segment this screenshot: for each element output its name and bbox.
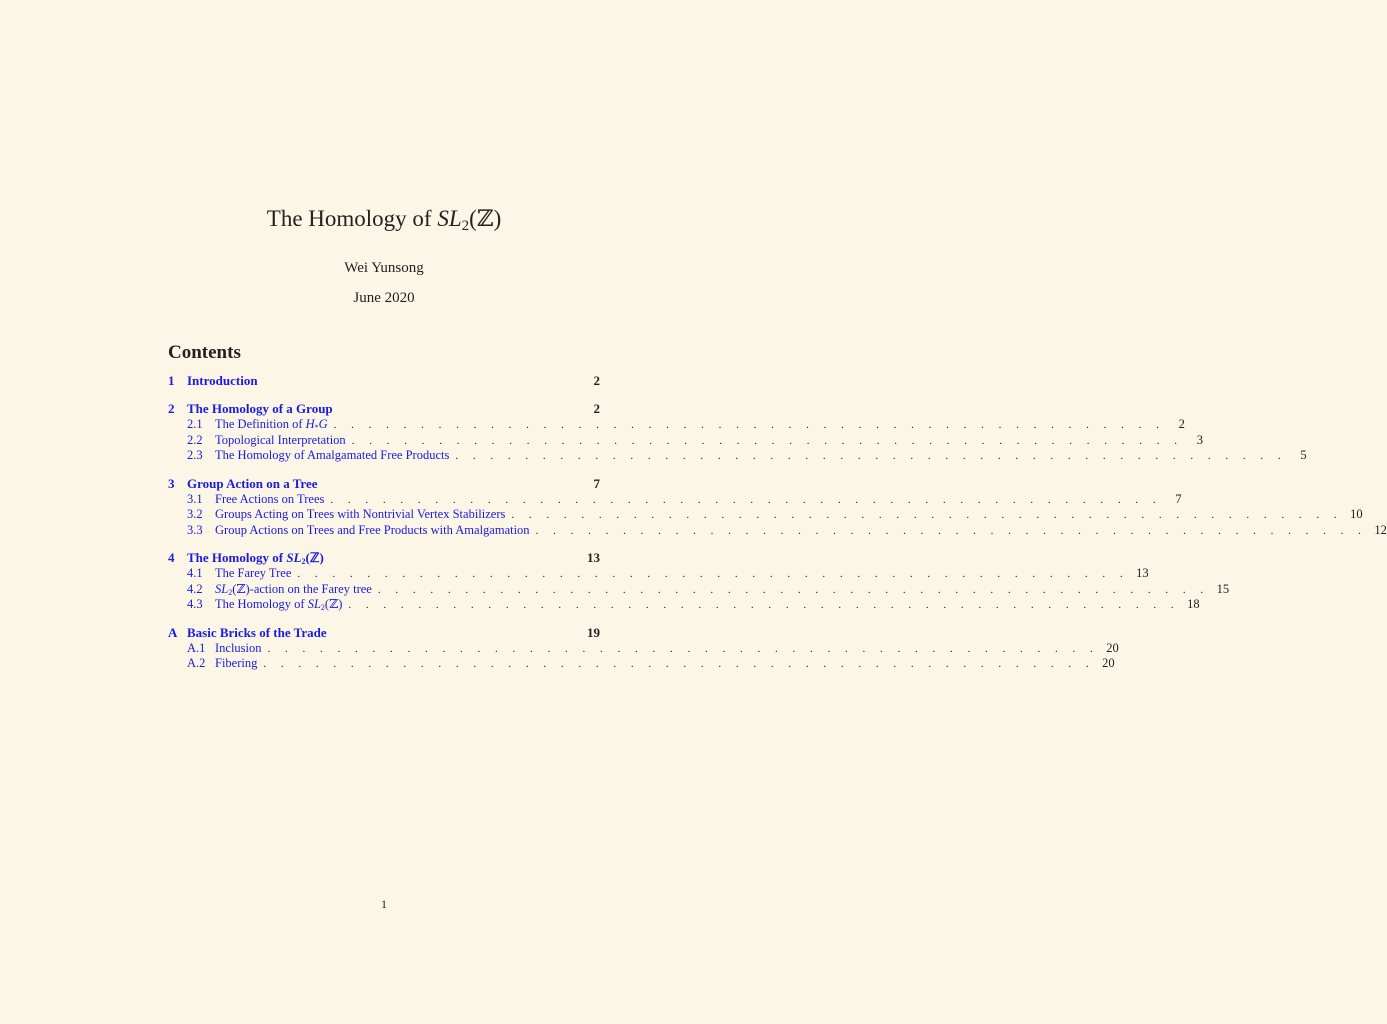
toc-subsection-number: 3.3 [187,522,203,537]
toc-section-link[interactable] [168,372,600,389]
toc-section-number: 3 [168,475,175,491]
toc-label-text: The Homology of Amalgamated Free Products [215,448,450,462]
toc-label-math-rest: (ℤ) [324,597,343,611]
toc-dot-leader: . . . . . . . . . . . . . . . . . . . . . . . . . . . . . . . . . . . . . . . . . . . . . . . . [351,434,1183,447]
toc-subsection-link[interactable] [168,581,1230,598]
toc-section-link[interactable] [168,624,600,641]
toc-page-number: 20 [1102,656,1115,670]
toc-subsection-number: 2.1 [187,417,203,431]
toc-entry-label [215,417,328,433]
toc-subsection-link[interactable] [168,566,1149,582]
toc-label-text: Fibering [215,656,258,670]
toc-label-text: Introduction [187,373,258,388]
toc-section [168,372,600,389]
title-math-sub: 2 [461,218,470,234]
toc-label-text: The Definition of [215,417,306,431]
toc-entry-label [215,582,372,598]
toc-subsection-number: 3.2 [187,507,203,521]
toc-page-number: 3 [1196,432,1203,447]
toc-page-number: 2 [593,401,600,416]
toc-label-math-sub: 2 [320,603,325,612]
toc-section-number: 2 [168,401,175,416]
toc-label-math: H [305,417,315,431]
toc-label-text: Topological Interpretation [215,432,346,447]
toc-dot-leader: . . . . . . . . . . . . . . . . . . . . . . . . . . . . . . . . . . . . . . . . . . . . . . . . [297,568,1129,580]
toc-subsection-link[interactable] [168,597,1200,613]
toc-label-math: SL [215,581,229,596]
author: Wei Yunsong [344,260,424,276]
toc-label-math-sub: 2 [228,587,233,597]
toc-subsection-link[interactable] [168,640,1119,657]
contents-heading: Contents [168,342,241,363]
toc-subsection-number: 3.1 [187,491,203,506]
toc-label-math: SL [286,550,302,565]
toc-dot-leader: . . . . . . . . . . . . . . . . . . . . . . . . . . . . . . . . . . . . . . . . . . . . . . . . [377,583,1210,596]
toc-entry-label [215,641,262,657]
toc-entry-label [215,523,530,539]
toc-label-math-rest: (ℤ) [305,550,324,565]
toc-section [168,475,1387,539]
toc-subsection-link[interactable] [168,432,1203,449]
toc-label-text-after: -action on the Farey tree [249,581,372,596]
toc-entry-label [187,624,327,641]
toc-dot-leader: . . . . . . . . . . . . . . . . . . . . . . . . . . . . . . . . . . . . . . . . . . . . . . . . [267,642,1099,655]
toc-entry-label [215,656,257,672]
toc-label-text: The Homology of [215,597,308,611]
toc-label-text: Inclusion [215,640,262,655]
toc-entry-label [215,566,291,582]
toc-label-text: The Homology of [187,550,287,565]
toc-label-text: The Homology of a Group [187,401,333,416]
toc-page-number: 18 [1187,597,1200,611]
toc-label-text: Groups Acting on Trees with Nontrivial Vertex Stabilizers [215,507,506,521]
toc-label-text: The Farey Tree [215,566,292,580]
toc-page-number: 2 [593,373,600,388]
toc-section-number: A [168,624,178,640]
toc-dot-leader: . . . . . . . . . . . . . . . . . . . . . . . . . . . . . . . . . . . . . . . . . . . . . . . . [455,450,1287,462]
toc-page-number: 7 [1175,491,1182,506]
toc-dot-leader: . . . . . . . . . . . . . . . . . . . . . . . . . . . . . . . . . . . . . . . . . . . . . . . . [511,509,1343,521]
toc-section [168,624,1119,672]
toc-label-math-rest: (ℤ) [232,581,250,596]
toc-subsection-number: 4.2 [187,581,203,596]
toc-subsection-link[interactable] [168,522,1387,539]
toc-subsection-link[interactable] [168,507,1363,523]
toc-entry-label [187,549,324,566]
toc-section [168,400,1307,464]
page-number: 1 [381,897,387,911]
toc-subsection-number: A.2 [187,656,206,670]
toc-subsection-number: A.1 [187,640,206,655]
title-math-rest: (ℤ) [469,206,502,231]
toc-entry-label [187,400,333,417]
toc-page-number: 15 [1216,581,1230,596]
toc-subsection-number: 4.3 [187,597,203,611]
toc-label-text: Basic Bricks of the Trade [187,624,327,640]
toc-section-link[interactable] [168,400,600,417]
toc-section-number: 4 [168,550,175,565]
toc-entry-label [215,597,342,613]
toc-page-number: 13 [587,550,600,565]
toc-page-number: 20 [1106,640,1119,655]
title-math [437,206,502,234]
toc-label-math-sub: 2 [301,557,306,566]
toc-page-number: 5 [1300,448,1307,462]
toc-label-math: SL [307,597,321,611]
toc-entry-label [215,448,449,464]
toc-label-math-sub: * [314,423,319,432]
toc-page-number: 10 [1350,507,1363,521]
toc-page-number: 12 [1374,522,1387,537]
toc-section [168,549,1230,613]
toc-subsection-link[interactable] [168,448,1307,464]
toc-dot-leader: . . . . . . . . . . . . . . . . . . . . . . . . . . . . . . . . . . . . . . . . . . . . . . . . [348,599,1180,611]
document-title [0,206,768,232]
toc-entry-label [215,507,505,523]
toc-entry-label [187,475,318,492]
table-of-contents [168,372,1387,683]
toc-entry-label [215,433,346,449]
toc-subsection-number: 2.2 [187,432,203,447]
toc-entry-label [215,492,324,508]
toc-dot-leader: . . . . . . . . . . . . . . . . . . . . . . . . . . . . . . . . . . . . . . . . . . . . . . . . [330,493,1162,506]
toc-label-text: Group Actions on Trees and Free Products with Amalgamation [215,522,530,537]
toc-page-number: 2 [1178,417,1185,431]
toc-page-number: 7 [593,475,600,491]
toc-subsection-number: 4.1 [187,566,203,580]
toc-label-text: Free Actions on Trees [215,491,325,506]
toc-subsection-link[interactable] [168,491,1182,508]
toc-subsection-number: 2.3 [187,448,203,462]
toc-section-number: 1 [168,373,175,388]
toc-label-math-rest: G [318,417,328,431]
toc-label-text: Group Action on a Tree [187,475,318,491]
toc-subsection-link[interactable] [168,417,1185,433]
title-math-main: SL [437,206,462,231]
title-text: The Homology of [266,206,438,231]
toc-section-link[interactable] [168,549,600,566]
toc-dot-leader: . . . . . . . . . . . . . . . . . . . . . . . . . . . . . . . . . . . . . . . . . . . . . . . . [333,419,1165,431]
toc-subsection-link[interactable] [168,656,1115,672]
toc-dot-leader: . . . . . . . . . . . . . . . . . . . . . . . . . . . . . . . . . . . . . . . . . . . . . . . . [263,658,1095,670]
toc-page-number: 19 [587,624,600,640]
toc-section-link[interactable] [168,475,600,492]
toc-entry-label [187,372,258,389]
date: June 2020 [353,290,415,306]
toc-page-number: 13 [1136,566,1149,580]
toc-dot-leader: . . . . . . . . . . . . . . . . . . . . . . . . . . . . . . . . . . . . . . . . . . . . . . . . [535,524,1367,537]
